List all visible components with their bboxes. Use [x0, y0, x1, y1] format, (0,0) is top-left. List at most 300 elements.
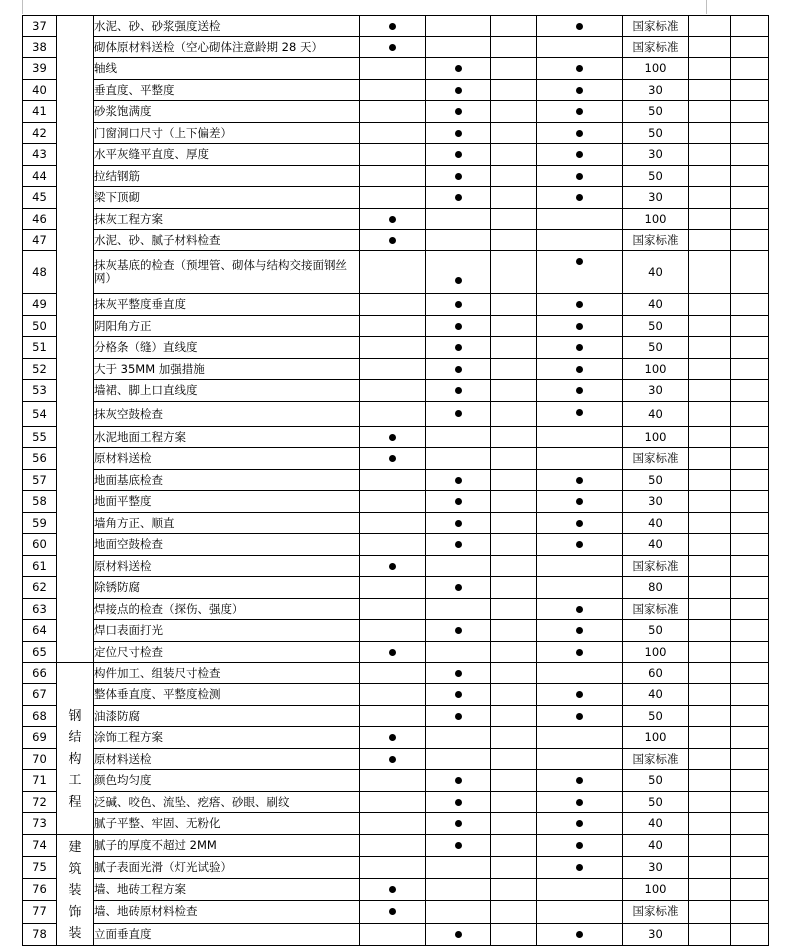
empty-cell — [491, 470, 537, 491]
table-row — [23, 144, 769, 166]
mark-cell-a — [360, 620, 426, 642]
empty-cell — [731, 792, 769, 813]
bullet-icon — [455, 820, 462, 827]
mark-cell-a — [360, 209, 426, 230]
mark-cell-c — [537, 556, 623, 577]
empty-cell — [689, 491, 731, 513]
empty-cell — [689, 251, 731, 294]
mark-cell-b — [426, 792, 491, 813]
bullet-icon — [455, 584, 462, 591]
empty-cell — [689, 380, 731, 402]
bullet-icon — [389, 23, 396, 30]
row-number: 54 — [23, 402, 57, 427]
empty-cell — [689, 166, 731, 187]
mark-cell-b — [426, 123, 491, 144]
bullet-icon — [455, 173, 462, 180]
row-number: 56 — [23, 448, 57, 470]
row-number: 41 — [23, 101, 57, 123]
empty-cell — [689, 599, 731, 620]
bullet-icon — [455, 541, 462, 548]
empty-cell — [491, 663, 537, 684]
standard-value: 50 — [623, 316, 689, 337]
table-row — [23, 380, 769, 402]
empty-cell — [731, 359, 769, 380]
empty-cell — [689, 37, 731, 58]
empty-cell — [731, 58, 769, 80]
standard-value: 40 — [623, 835, 689, 857]
mark-cell-a — [360, 577, 426, 599]
empty-cell — [731, 813, 769, 835]
bullet-icon — [576, 366, 583, 373]
table-row — [23, 856, 769, 879]
mark-cell-b — [426, 337, 491, 359]
standard-value: 国家标准 — [623, 901, 689, 924]
empty-cell — [491, 251, 537, 294]
mark-cell-b — [426, 770, 491, 792]
bullet-icon — [389, 734, 396, 741]
bullet-icon — [576, 691, 583, 698]
empty-cell — [689, 123, 731, 144]
mark-cell-c — [537, 513, 623, 534]
empty-cell — [731, 642, 769, 663]
bullet-icon — [455, 387, 462, 394]
inspection-item: 水泥、砂、砂浆强度送检 — [94, 16, 360, 37]
table-row — [23, 101, 769, 123]
inspection-item: 抹灰基底的检查（预埋管、砌体与结构交接面钢丝网） — [94, 251, 360, 294]
empty-cell — [731, 230, 769, 251]
bullet-icon — [455, 301, 462, 308]
row-number: 50 — [23, 316, 57, 337]
table-row — [23, 792, 769, 813]
bullet-icon — [389, 434, 396, 441]
table-row — [23, 642, 769, 663]
mark-cell-a — [360, 663, 426, 684]
bullet-icon — [576, 258, 583, 265]
standard-value: 100 — [623, 727, 689, 749]
bullet-icon — [576, 23, 583, 30]
empty-cell — [689, 813, 731, 835]
empty-cell — [689, 706, 731, 727]
empty-cell — [491, 879, 537, 901]
table-row — [23, 251, 769, 294]
inspection-item: 大于 35MM 加强措施 — [94, 359, 360, 380]
mark-cell-b — [426, 642, 491, 663]
empty-cell — [731, 923, 769, 945]
empty-cell — [491, 230, 537, 251]
row-number: 47 — [23, 230, 57, 251]
standard-value: 国家标准 — [623, 230, 689, 251]
bullet-icon — [576, 498, 583, 505]
mark-cell-b — [426, 923, 491, 945]
empty-cell — [689, 58, 731, 80]
mark-cell-a — [360, 316, 426, 337]
row-number: 73 — [23, 813, 57, 835]
standard-value: 100 — [623, 209, 689, 230]
bullet-icon — [576, 108, 583, 115]
mark-cell-a — [360, 294, 426, 316]
table-row — [23, 16, 769, 37]
mark-cell-b — [426, 556, 491, 577]
inspection-table — [22, 15, 769, 946]
row-number: 62 — [23, 577, 57, 599]
empty-cell — [491, 427, 537, 448]
mark-cell-a — [360, 380, 426, 402]
empty-cell — [689, 80, 731, 101]
standard-value: 国家标准 — [623, 37, 689, 58]
mark-cell-a — [360, 16, 426, 37]
bullet-icon — [455, 108, 462, 115]
mark-cell-b — [426, 706, 491, 727]
bullet-icon — [389, 216, 396, 223]
empty-cell — [731, 770, 769, 792]
standard-value: 50 — [623, 792, 689, 813]
mark-cell-c — [537, 251, 623, 294]
inspection-item: 地面空鼓检查 — [94, 534, 360, 556]
table-row — [23, 879, 769, 901]
mark-cell-c — [537, 642, 623, 663]
empty-cell — [689, 792, 731, 813]
table-row — [23, 706, 769, 727]
row-number: 77 — [23, 901, 57, 924]
empty-cell — [689, 448, 731, 470]
inspection-item: 地面平整度 — [94, 491, 360, 513]
row-number: 37 — [23, 16, 57, 37]
mark-cell-a — [360, 923, 426, 945]
table-row — [23, 599, 769, 620]
table-row — [23, 209, 769, 230]
empty-cell — [491, 599, 537, 620]
row-number: 63 — [23, 599, 57, 620]
mark-cell-b — [426, 491, 491, 513]
empty-cell — [731, 123, 769, 144]
empty-cell — [689, 316, 731, 337]
empty-cell — [731, 470, 769, 491]
inspection-item: 定位尺寸检查 — [94, 642, 360, 663]
standard-value: 50 — [623, 620, 689, 642]
row-number: 61 — [23, 556, 57, 577]
mark-cell-a — [360, 727, 426, 749]
standard-value: 30 — [623, 80, 689, 101]
bullet-icon — [455, 498, 462, 505]
mark-cell-b — [426, 856, 491, 879]
row-number: 46 — [23, 209, 57, 230]
mark-cell-b — [426, 101, 491, 123]
standard-value: 30 — [623, 923, 689, 945]
standard-value: 100 — [623, 58, 689, 80]
empty-cell — [491, 556, 537, 577]
mark-cell-b — [426, 209, 491, 230]
empty-cell — [731, 749, 769, 770]
empty-cell — [491, 337, 537, 359]
standard-value: 国家标准 — [623, 16, 689, 37]
mark-cell-b — [426, 663, 491, 684]
empty-cell — [491, 58, 537, 80]
bullet-icon — [389, 649, 396, 656]
mark-cell-c — [537, 187, 623, 209]
mark-cell-a — [360, 491, 426, 513]
empty-cell — [491, 534, 537, 556]
inspection-item: 墙裙、脚上口直线度 — [94, 380, 360, 402]
empty-cell — [689, 187, 731, 209]
mark-cell-c — [537, 923, 623, 945]
mark-cell-a — [360, 101, 426, 123]
bullet-icon — [455, 130, 462, 137]
mark-cell-a — [360, 187, 426, 209]
table-row — [23, 294, 769, 316]
bullet-icon — [455, 691, 462, 698]
standard-value: 国家标准 — [623, 599, 689, 620]
mark-cell-c — [537, 316, 623, 337]
empty-cell — [491, 294, 537, 316]
bullet-icon — [455, 777, 462, 784]
standard-value: 100 — [623, 359, 689, 380]
row-number: 65 — [23, 642, 57, 663]
mark-cell-c — [537, 123, 623, 144]
empty-cell — [491, 642, 537, 663]
row-number: 70 — [23, 749, 57, 770]
standard-value: 30 — [623, 187, 689, 209]
mark-cell-b — [426, 427, 491, 448]
mark-cell-c — [537, 402, 623, 427]
mark-cell-a — [360, 166, 426, 187]
bullet-icon — [576, 173, 583, 180]
table-row — [23, 923, 769, 945]
inspection-item: 地面基底检查 — [94, 470, 360, 491]
empty-cell — [491, 144, 537, 166]
empty-cell — [689, 427, 731, 448]
mark-cell-a — [360, 879, 426, 901]
row-number: 52 — [23, 359, 57, 380]
inspection-item: 拉结钢筋 — [94, 166, 360, 187]
standard-value: 50 — [623, 101, 689, 123]
mark-cell-c — [537, 727, 623, 749]
bullet-icon — [576, 323, 583, 330]
bullet-icon — [389, 756, 396, 763]
empty-cell — [731, 901, 769, 924]
mark-cell-b — [426, 166, 491, 187]
mark-cell-a — [360, 513, 426, 534]
bullet-icon — [455, 323, 462, 330]
bullet-icon — [455, 670, 462, 677]
empty-cell — [689, 879, 731, 901]
mark-cell-c — [537, 792, 623, 813]
empty-cell — [731, 380, 769, 402]
row-number: 67 — [23, 684, 57, 706]
empty-cell — [491, 80, 537, 101]
standard-value: 100 — [623, 427, 689, 448]
mark-cell-c — [537, 294, 623, 316]
bullet-icon — [576, 842, 583, 849]
inspection-item: 立面垂直度 — [94, 923, 360, 945]
empty-cell — [689, 101, 731, 123]
standard-value: 80 — [623, 577, 689, 599]
row-number: 48 — [23, 251, 57, 294]
empty-cell — [689, 534, 731, 556]
mark-cell-c — [537, 706, 623, 727]
mark-cell-c — [537, 101, 623, 123]
empty-cell — [689, 923, 731, 945]
standard-value: 30 — [623, 380, 689, 402]
empty-cell — [491, 620, 537, 642]
bullet-icon — [576, 864, 583, 871]
mark-cell-b — [426, 470, 491, 491]
empty-cell — [731, 166, 769, 187]
row-number: 71 — [23, 770, 57, 792]
table-row — [23, 448, 769, 470]
empty-cell — [491, 727, 537, 749]
mark-cell-a — [360, 749, 426, 770]
empty-cell — [731, 80, 769, 101]
empty-cell — [731, 663, 769, 684]
mark-cell-a — [360, 123, 426, 144]
category-label — [68, 338, 82, 340]
mark-cell-b — [426, 37, 491, 58]
mark-cell-c — [537, 16, 623, 37]
mark-cell-a — [360, 337, 426, 359]
row-number: 64 — [23, 620, 57, 642]
bullet-icon — [576, 541, 583, 548]
mark-cell-c — [537, 337, 623, 359]
standard-value: 40 — [623, 813, 689, 835]
mark-cell-b — [426, 230, 491, 251]
empty-cell — [689, 209, 731, 230]
mark-cell-a — [360, 901, 426, 924]
inspection-item: 腻子平整、牢固、无粉化 — [94, 813, 360, 835]
standard-value: 40 — [623, 513, 689, 534]
row-number: 76 — [23, 879, 57, 901]
bullet-icon — [455, 842, 462, 849]
mark-cell-c — [537, 491, 623, 513]
inspection-item: 整体垂直度、平整度检测 — [94, 684, 360, 706]
bullet-icon — [576, 627, 583, 634]
inspection-item: 颜色均匀度 — [94, 770, 360, 792]
mark-cell-a — [360, 359, 426, 380]
empty-cell — [731, 599, 769, 620]
empty-cell — [731, 491, 769, 513]
row-number: 68 — [23, 706, 57, 727]
mark-cell-a — [360, 230, 426, 251]
mark-cell-a — [360, 792, 426, 813]
inspection-item: 腻子表面光滑（灯光试验） — [94, 856, 360, 879]
inspection-item: 砌体原材料送检（空心砌体注意龄期 28 天） — [94, 37, 360, 58]
row-number: 78 — [23, 923, 57, 945]
empty-cell — [731, 187, 769, 209]
table-row — [23, 534, 769, 556]
empty-cell — [491, 901, 537, 924]
mark-cell-b — [426, 251, 491, 294]
page-corner-mark-right — [706, 0, 707, 14]
mark-cell-b — [426, 294, 491, 316]
inspection-item: 除锈防腐 — [94, 577, 360, 599]
empty-cell — [491, 577, 537, 599]
mark-cell-c — [537, 58, 623, 80]
empty-cell — [731, 879, 769, 901]
standard-value: 50 — [623, 470, 689, 491]
empty-cell — [731, 620, 769, 642]
empty-cell — [689, 727, 731, 749]
mark-cell-c — [537, 144, 623, 166]
bullet-icon — [576, 65, 583, 72]
mark-cell-b — [426, 380, 491, 402]
inspection-item: 水泥、砂、腻子材料检查 — [94, 230, 360, 251]
bullet-icon — [576, 820, 583, 827]
category-label: 建筑装饰装 — [68, 840, 82, 941]
mark-cell-c — [537, 380, 623, 402]
standard-value: 50 — [623, 166, 689, 187]
mark-cell-b — [426, 684, 491, 706]
inspection-item: 水泥地面工程方案 — [94, 427, 360, 448]
row-number: 44 — [23, 166, 57, 187]
row-number: 59 — [23, 513, 57, 534]
bullet-icon — [576, 649, 583, 656]
empty-cell — [731, 294, 769, 316]
row-number: 53 — [23, 380, 57, 402]
mark-cell-c — [537, 856, 623, 879]
mark-cell-a — [360, 37, 426, 58]
page-corner-mark-left — [22, 0, 23, 14]
bullet-icon — [455, 65, 462, 72]
mark-cell-c — [537, 470, 623, 491]
empty-cell — [731, 835, 769, 857]
row-number: 75 — [23, 856, 57, 879]
bullet-icon — [576, 151, 583, 158]
empty-cell — [731, 402, 769, 427]
empty-cell — [731, 577, 769, 599]
inspection-item: 泛碱、咬色、流坠、疙瘩、砂眼、刷纹 — [94, 792, 360, 813]
bullet-icon — [455, 477, 462, 484]
mark-cell-a — [360, 80, 426, 101]
empty-cell — [491, 706, 537, 727]
mark-cell-b — [426, 359, 491, 380]
mark-cell-b — [426, 16, 491, 37]
mark-cell-a — [360, 706, 426, 727]
bullet-icon — [389, 886, 396, 893]
empty-cell — [689, 642, 731, 663]
standard-value: 100 — [623, 642, 689, 663]
mark-cell-b — [426, 402, 491, 427]
empty-cell — [491, 856, 537, 879]
mark-cell-c — [537, 813, 623, 835]
bullet-icon — [576, 520, 583, 527]
mark-cell-c — [537, 37, 623, 58]
table-row — [23, 316, 769, 337]
mark-cell-b — [426, 144, 491, 166]
mark-cell-b — [426, 879, 491, 901]
bullet-icon — [389, 455, 396, 462]
bullet-icon — [576, 130, 583, 137]
mark-cell-c — [537, 901, 623, 924]
mark-cell-b — [426, 577, 491, 599]
standard-value: 30 — [623, 491, 689, 513]
empty-cell — [731, 727, 769, 749]
bullet-icon — [455, 799, 462, 806]
table-row — [23, 749, 769, 770]
bullet-icon — [576, 777, 583, 784]
empty-cell — [491, 684, 537, 706]
standard-value: 50 — [623, 706, 689, 727]
row-number: 60 — [23, 534, 57, 556]
table-row — [23, 337, 769, 359]
mark-cell-c — [537, 230, 623, 251]
mark-cell-c — [537, 749, 623, 770]
mark-cell-b — [426, 316, 491, 337]
mark-cell-a — [360, 813, 426, 835]
inspection-item: 水平灰缝平直度、厚度 — [94, 144, 360, 166]
empty-cell — [689, 577, 731, 599]
row-number: 45 — [23, 187, 57, 209]
empty-cell — [731, 534, 769, 556]
inspection-item: 门窗洞口尺寸（上下偏差） — [94, 123, 360, 144]
